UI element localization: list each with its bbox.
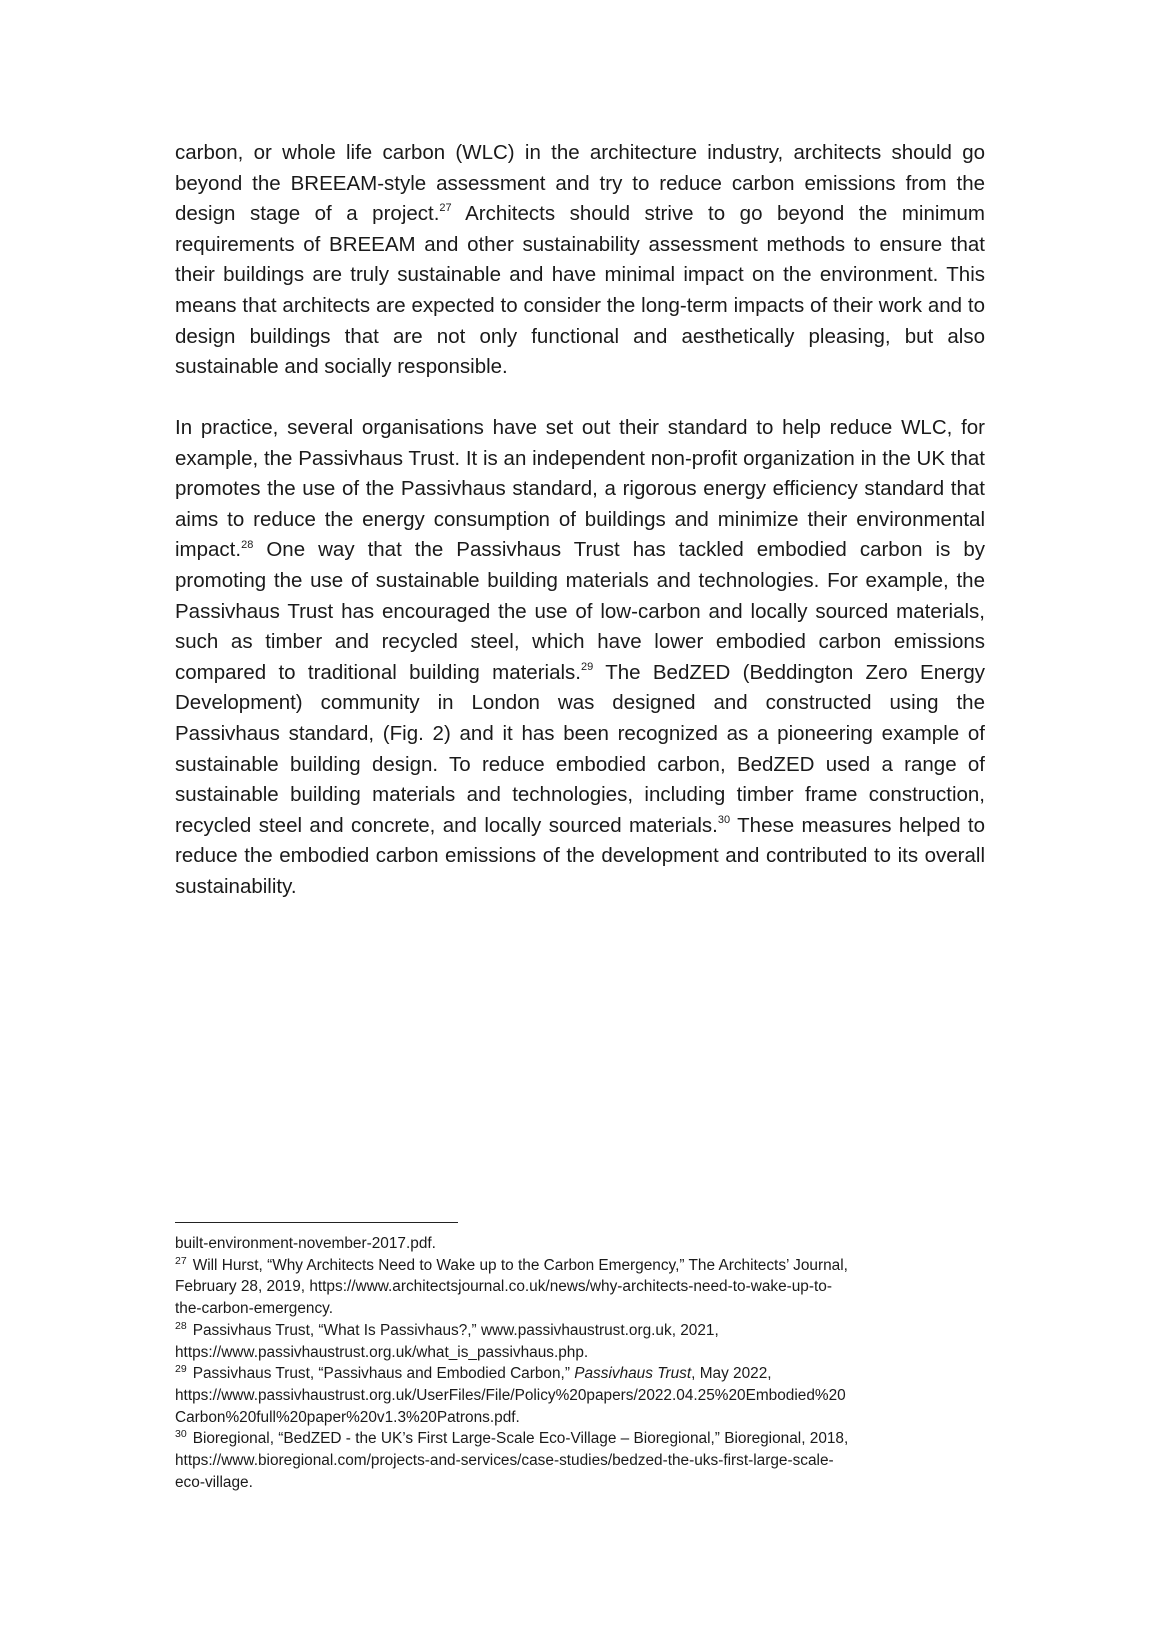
paragraph-text: carbon, or whole life carbon (WLC) in the architecture industry, architects should go beyond the BREEAM-style assessment and try to reduce carbon emissions from the design stage of a project. (175, 141, 985, 226)
footnote-29-link-cont[interactable]: Carbon%20full%20paper%20v1.3%20Patrons.pdf. (175, 1408, 520, 1426)
footnote-27-link-cont[interactable]: the-carbon-emergency. (175, 1300, 333, 1318)
footnote-divider (175, 1222, 458, 1223)
footnote-30 (175, 1428, 985, 1450)
paragraph-text: Architects should strive to go beyond the minimum requirements of BREEAM and other sustainability assessment methods to ensure that their buildings are truly sustainable and have minimal impact on the environment. This means that architects are expected to consider the long-term impacts of their work and to design buildings that are not only functional and aesthetically pleasing, but also sustainable and socially responsible. (175, 202, 985, 379)
footnote-27-link[interactable]: February 28, 2019, https://www.architectsjournal.co.uk/news/why-architects-need-to-wake-up-to- (175, 1278, 832, 1296)
footnote-ref-27[interactable]: 27 (439, 202, 452, 215)
footnote-28 (175, 1320, 985, 1342)
paragraph-text: These measures helped to reduce the embodied carbon emissions of the development and contributed to its overall sustainability. (175, 813, 985, 898)
footnote-29 (175, 1363, 985, 1385)
footnote-ref-28[interactable]: 28 (241, 538, 254, 551)
footnote-source-title: Passivhaus Trust (574, 1365, 692, 1383)
footnote-29-link[interactable]: https://www.passivhaustrust.org.uk/UserFiles/File/Policy%20papers/2022.04.25%20Embodied%20 (175, 1386, 846, 1404)
footnote-text: , May 2022, (691, 1365, 772, 1383)
footnote-number: 28 (175, 1319, 187, 1332)
body-paragraph-2 (175, 413, 985, 903)
footnote-continued: built-environment-november-2017.pdf. (175, 1235, 436, 1252)
footnote-ref-30[interactable]: 30 (717, 813, 731, 826)
footnote-text: Will Hurst, “Why Architects Need to Wake up to the Carbon Emergency,” The Architects’ Journal, (192, 1256, 848, 1274)
paragraph-text: The BedZED (Beddington Zero Energy Development) community in London was designed and constructed using the Passivhaus standard, (Fig. 2) and it has been recognized as a pioneering example of sustainable building design. To reduce embodied carbon, BedZED used a range of sustainable building materials and technologies, including timber frame construction, recycled steel and concrete, and locally sourced materials. (175, 660, 985, 837)
footnote-text: Passivhaus Trust, “Passivhaus and Embodied Carbon,” (192, 1365, 575, 1383)
footnote-number: 27 (175, 1254, 187, 1267)
paragraph-text: One way that the Passivhaus Trust has tackled embodied carbon is by promoting the use of sustainable building materials and technologies. For example, the Passivhaus Trust has encouraged the use of low-carbon and locally sourced materials, such as timber and recycled steel, which have lower embodied carbon emissions compared to traditional building materials. (175, 538, 985, 684)
footnote-30-link[interactable]: https://www.bioregional.com/projects-and-services/case-studies/bedzed-the-uks-first-large-scale- (175, 1452, 834, 1470)
body-paragraph-1 (175, 138, 985, 383)
footnote-27 (175, 1255, 985, 1277)
footnote-text: Passivhaus Trust, “What Is Passivhaus?,” www.passivhaustrust.org.uk, 2021, (192, 1321, 719, 1339)
footnotes (175, 1233, 985, 1493)
footnote-30-link-cont[interactable]: eco-village. (175, 1473, 253, 1491)
footnote-number: 30 (175, 1428, 187, 1441)
footnote-ref-29[interactable]: 29 (581, 660, 594, 673)
footnote-28-link[interactable]: https://www.passivhaustrust.org.uk/what_is_passivhaus.php. (175, 1343, 589, 1361)
footnote-text: Bioregional, “BedZED - the UK’s First Large-Scale Eco-Village – Bioregional,” Bioregional, 2018, (192, 1430, 849, 1448)
footnote-number: 29 (175, 1363, 187, 1376)
paragraph-text: In practice, several organisations have set out their standard to help reduce WLC, for example, the Passivhaus Trust. It is an independent non-profit organization in the UK that promotes the use of the Passivhaus standard, a rigorous energy efficiency standard that aims to reduce the energy consumption of buildings and minimize their environmental impact. (175, 416, 985, 562)
